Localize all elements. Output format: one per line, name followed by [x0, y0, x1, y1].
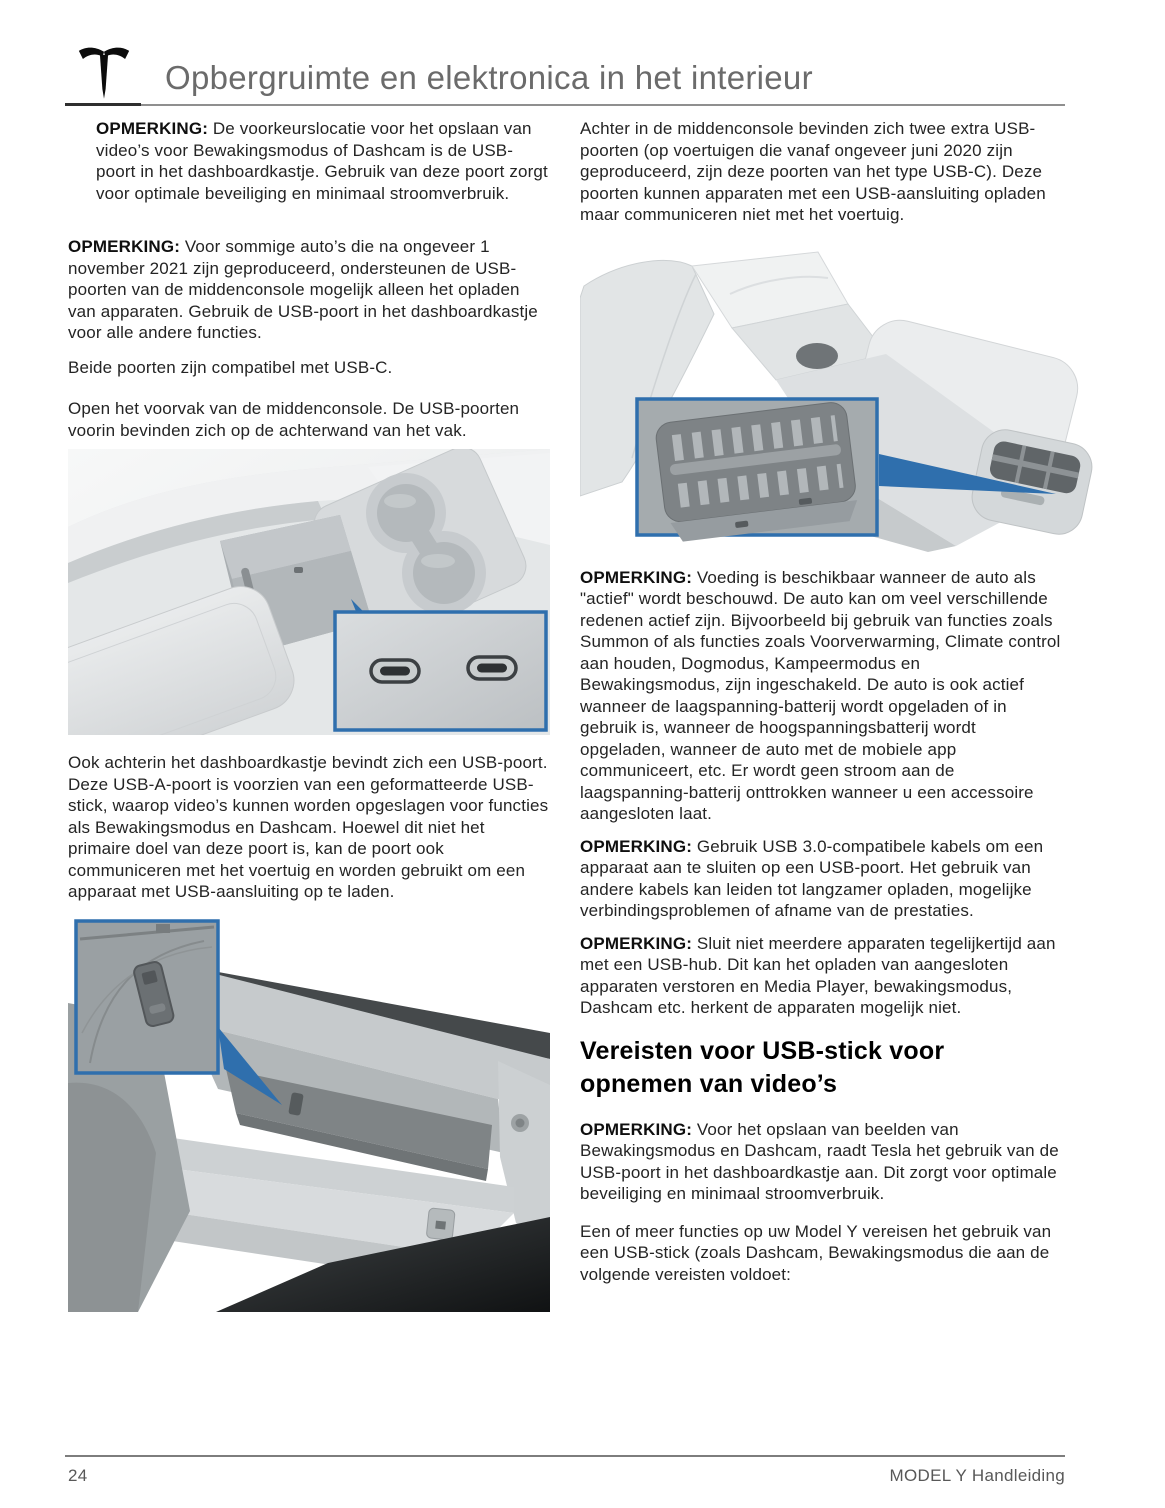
note-text: Voor sommige auto’s die na ongeveer 1 november 2021 zijn geproduceerd, ondersteunen de USB-poorten van de middenconsole mogelijk alleen het opladen van apparaten. Gebruik de USB-poort in het dashboardkastje voor alle andere functies.: [68, 237, 538, 342]
usb-port-inset: [76, 921, 218, 1073]
note-paragraph: [580, 836, 1064, 922]
figure-console-front-usb-ports: [68, 449, 550, 735]
body-paragraph: Een of meer functies op uw Model Y vereisen het gebruik van een USB-stick (zoals Dashcam, Bewakingsmodus die aan de volgende vereisten voldoet:: [580, 1221, 1052, 1284]
console-rear-illustration: [580, 242, 1100, 552]
figure-console-rear-usb-ports: [580, 242, 1064, 552]
note-paragraph: [580, 1119, 1064, 1205]
note-paragraph: [580, 567, 1064, 825]
note-label: OPMERKING:: [580, 933, 692, 953]
note-text: Gebruik USB 3.0-compatibele kabels om een apparaat aan te sluiten op een USB-poort. Het gebruik van andere kabels kan leiden tot langzamer opladen, mogelijke verbindingsproblemen of afname van de prestaties.: [580, 836, 1044, 920]
usb-ports-callout: [335, 612, 546, 730]
figure-glovebox-usb-port: [68, 911, 550, 1312]
note-label: OPMERKING:: [580, 836, 692, 856]
note-text: De voorkeurslocatie voor het opslaan van video’s voor Bewakingsmodus of Dashcam is de USB-poort in het dashboardkastje. Gebruik van deze poort zorgt voor optimale beveiliging en minimaal stroomverbruik.: [96, 119, 548, 203]
note-label: OPMERKING:: [580, 1119, 692, 1139]
note-label: OPMERKING:: [96, 119, 208, 138]
left-column: [68, 118, 550, 1312]
right-column: [580, 118, 1064, 1305]
note-text: Voor het opslaan van beelden van Bewakingsmodus en Dashcam, raadt Tesla het gebruik van de USB-poort in het dashboardkastje aan. Dit zorgt voor optimale beveiliging en minimaal stroomverbruik.: [580, 1119, 1059, 1203]
note-text: Voeding is beschikbaar wanneer de auto als "actief" wordt beschouwd. De auto kan om veel verschillende redenen actief zijn. Bijvoorbeeld bij gebruik van functies zoals Summon of als functies zoals Voorverwarming, Climate control aan houden, Dogmodus, Kampeermodus en Bewakingsmodus, zijn ingeschakeld. De auto is ook actief wanneer de laagspanning-batterij wordt opgeladen of in gebruik is, wanneer de hoogspanningsbatterij wordt opgeladen, wanneer de auto met de mobiele app communiceert, etc. Er wordt geen stroom aan de laagspanning-batterij onttrokken wanneer u een accessoire aangesloten laat.: [580, 567, 1061, 823]
footer-rule: [65, 1455, 1065, 1457]
usb-c-port-icon: [371, 660, 419, 682]
note-paragraph: [68, 118, 550, 204]
header-rule: [65, 104, 1065, 106]
page-number: 24: [68, 1466, 88, 1485]
note-label: OPMERKING:: [580, 567, 692, 587]
console-front-illustration: [68, 449, 550, 735]
footer: [68, 1466, 1065, 1486]
note-paragraph: [580, 933, 1064, 1019]
body-paragraph: Achter in de middenconsole bevinden zich twee extra USB-poorten (op voertuigen die vanaf ongeveer juni 2020 zijn geproduceerd, zijn deze poorten van het type USB-C). Deze poorten kunnen apparaten met een USB-aansluiting opladen maar communiceren niet met het voertuig.: [580, 119, 1046, 224]
note-paragraph: [68, 236, 550, 344]
rear-vents-inset: [637, 399, 877, 543]
body-paragraph: Open het voorvak van de middenconsole. De USB-poorten voorin bevinden zich op de achterwand van het vak.: [68, 399, 520, 440]
glovebox-illustration: [68, 911, 550, 1312]
page-title: Opbergruimte en elektronica in het interieur: [165, 59, 813, 96]
tesla-logo: [78, 42, 130, 102]
manual-title: MODEL Y Handleiding: [889, 1466, 1065, 1485]
note-text: Sluit niet meerdere apparaten tegelijkertijd aan met een USB-hub. Dit kan het opladen van aangesloten apparaten verstoren en Media Player, bewakingsmodus, Dashcam etc. herkent de apparaten mogelijk niet.: [580, 933, 1056, 1017]
usb-c-port-icon: [468, 657, 516, 679]
usb-port-location-dot: [294, 567, 303, 573]
note-label: OPMERKING:: [68, 237, 180, 256]
section-heading: Vereisten voor USB-stick voor opnemen van video’s: [580, 1036, 945, 1098]
header-rule-accent: [65, 103, 141, 106]
body-paragraph: Beide poorten zijn compatibel met USB-C.: [68, 357, 393, 377]
body-paragraph: Ook achterin het dashboardkastje bevindt zich een USB-poort. Deze USB-A-poort is voorzien van een geformatteerde USB-stick, waarop video’s kunnen worden opgeslagen voor functies als Bewakingsmodus en Dashcam. Hoewel dit niet het primaire doel van deze poort is, kan de poort ook communiceren met het voertuig en worden gebruikt om een apparaat met USB-aansluiting op te laden.: [68, 753, 549, 901]
